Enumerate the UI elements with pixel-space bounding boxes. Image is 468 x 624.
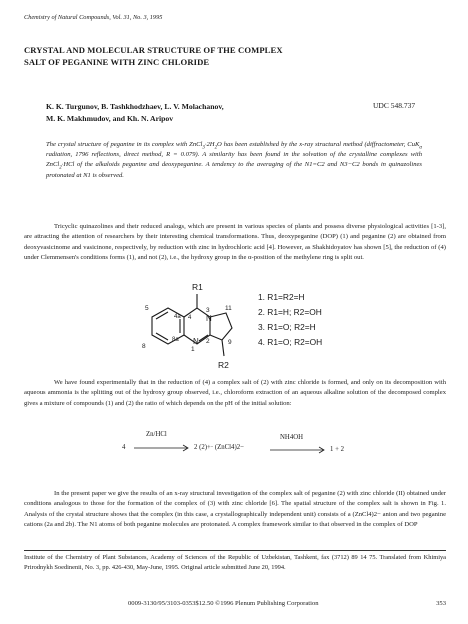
page-number: 353 (436, 600, 446, 607)
label-position-11: 11 (225, 305, 232, 312)
label-nitrogen-bottom: N (193, 337, 199, 346)
body-paragraph-1: Tricyclic quinazolines and their reduced analogs, which are present in various species of plants and possess diverse physiological activities [1-3], are attracting the attention of researchers by their interesting chemical transformations. Thus, deoxypeganine (DOP) (1) and peganine (2) are obtained from deoxyvasicinome and vasicinone, respectively, by reduction with zinc in hydrochloric acid [4]. However, as Shakhidoyatov has shown [5], the reduction of (4) under Clemmensen's conditions forms (1), and not (2), i.e., the hydroxy group in the α-position of the methylene ring is split out. (24, 223, 446, 262)
label-position-8: 8 (142, 343, 146, 350)
page-footer (24, 600, 446, 610)
abstract-text: ·HCl of the alkaloids peganine and deoxypeganine. A tendency to the averaging of the N1=C2 and N3−C2 bonds in quinazolines protonated at N1 is observed. (46, 161, 422, 179)
body-paragraph-2: We have found experimentally that in the reduction of (4) a complex salt of (2) with zinc chloride is formed, and only on its decomposition with aqueous ammonia is the splitting out of the hydroxy group observed, i.e., chloroform extraction of an aqueous alkaline solution of the decomposed complex gives a mixture of compounds (1) and (2) the ratio of which depends on the pH of the initial solution: (24, 379, 446, 407)
abstract-text: radiation, 1796 reflections, direct method, R = 0.079). A similarity has been found in the solvation of the crystalline complexes with ZnCl (46, 151, 422, 169)
label-position-8a: 8a (172, 337, 179, 343)
abstract-text: ·2H (204, 141, 215, 148)
label-position-5: 5 (145, 305, 149, 312)
label-r1: R1 (192, 282, 203, 292)
quinazoline-structure-diagram (134, 278, 240, 376)
authors-line-1: K. K. Turgunov, B. Tashkhodzhaev, L. V. Molachanov, (46, 102, 224, 111)
structure-labels (142, 282, 232, 370)
label-r2: R2 (218, 360, 229, 370)
scheme-arrow-1 (134, 444, 190, 452)
scheme-arrow-2 (270, 446, 326, 454)
scheme-start: 4 (122, 444, 126, 451)
aromatic-double-bond (156, 333, 168, 340)
label-position-4: 4 (188, 315, 192, 321)
aromatic-double-bond (156, 312, 168, 319)
body-paragraph-3: In the present paper we give the results of an x-ray structural investigation of the complex salt of peganine (2) with zinc chloride (II) obtained under conditions analogous to those for the formation of the complex of (3) with zinc chloride [6]. The spatial structure of the complex salt is shown in Fig. 1. Analysis of the crystal structure shows that the complex (in this case, a crystallographically independent unit) consists of a (ZnCl4)2− anion and two peganine cations (2a and 2b). The N1 atoms of both peganine molecules are protonated. A complex framework similar to that observed in the complex of DOP (24, 490, 446, 529)
copyright-line: 0009-3130/95/3103-0353$12.50 ©1996 Plenum Publishing Corporation (128, 600, 319, 607)
journal-header: Chemistry of Natural Compounds, Vol. 31, No. 3, 1995 (24, 14, 163, 21)
abstract-subscript: 2 (59, 165, 62, 171)
label-position-2: 2 (206, 338, 210, 345)
abstract-subscript: 2 (214, 145, 218, 151)
derivative-item: 1. R1=R2=H (258, 292, 305, 302)
scheme-reagent-2: NH4OH (280, 434, 304, 441)
derivative-list (258, 290, 322, 350)
label-position-9: 9 (228, 339, 232, 346)
derivative-item: 4. R1=O; R2=OH (258, 337, 323, 347)
abstract-text: O has been established by the x-ray structural method (diffractometer, CuK (217, 141, 420, 148)
label-nitrogen-top: N (206, 314, 212, 323)
abstract-subscript: 3 (202, 145, 205, 151)
authors-line-2: M. K. Makhmudov, and Kh. N. Aripov (46, 114, 174, 123)
footnote: Institute of the Chemistry of Plant Substances, Academy of Sciences of the Republic of Uzbekistan, Tashkent, fax (3712) 89 14 75. Translated from Khimiya Prirodnykh Soedinenii, No. 3, pp. 426-430, May-June, 1995. Original article submitted June 20, 1994. (24, 554, 446, 571)
footnote-divider (24, 550, 446, 551)
derivative-item: 3. R1=O; R2=H (258, 322, 316, 332)
r2-bond (222, 340, 224, 356)
derivative-item: 2. R1=H; R2=OH (258, 307, 322, 317)
label-position-4a: 4a (174, 314, 181, 320)
abstract-subscript: α (419, 145, 422, 151)
title-line-1: CRYSTAL AND MOLECULAR STRUCTURE OF THE COMPLEX (24, 45, 283, 55)
scheme-product: 1 + 2 (330, 446, 345, 453)
pyrrolidine-ring (210, 313, 232, 340)
abstract (46, 140, 422, 181)
label-position-1: 1 (191, 346, 195, 353)
author-list (46, 101, 376, 125)
udc-code: UDC 548.737 (373, 101, 416, 110)
scheme-intermediate: 2 (2)+· (ZnCl4)2− (194, 444, 244, 451)
abstract-text: The crystal structure of peganine in its complex with ZnCl (46, 141, 203, 148)
label-position-3: 3 (206, 307, 210, 314)
scheme-reagent-1: Zn/HCl (146, 431, 167, 438)
reaction-scheme (112, 428, 362, 458)
article-title (24, 44, 424, 68)
title-line-2: SALT OF PEGANINE WITH ZINC CHLORIDE (24, 57, 210, 67)
